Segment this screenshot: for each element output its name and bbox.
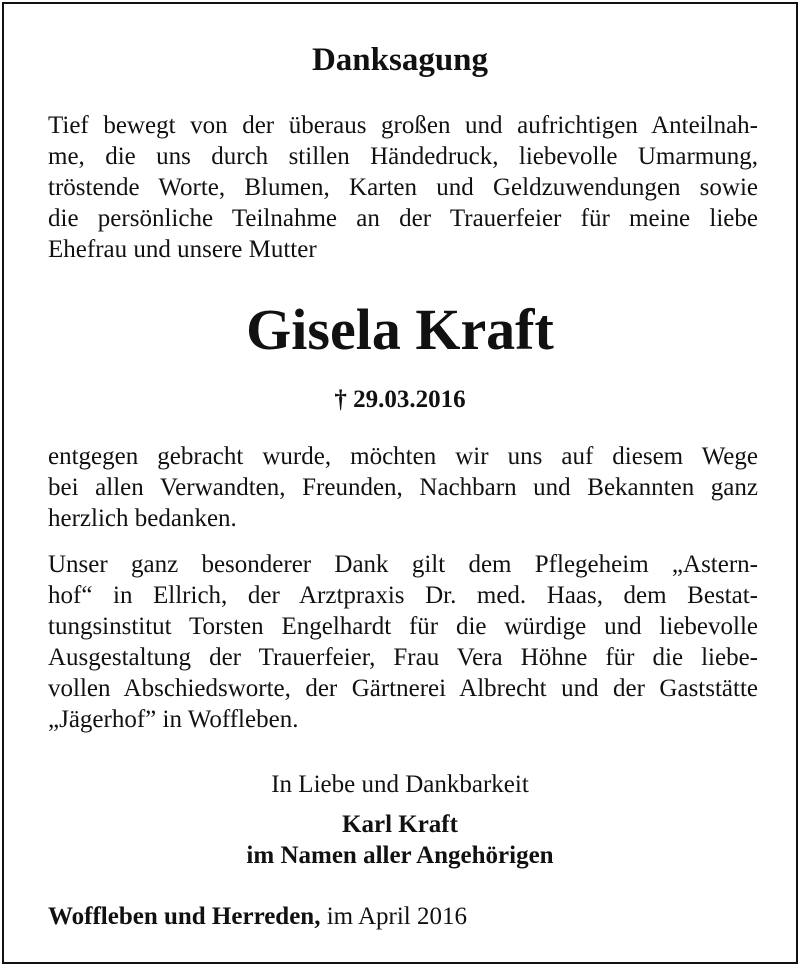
special-line: „Jägerhof” in Woffleben. xyxy=(48,706,299,733)
intro-paragraph xyxy=(48,110,758,265)
notice-date: im April 2016 xyxy=(320,903,468,930)
intro-line: Tief bewegt von der überaus großen und aufrichtigen Anteilnah- xyxy=(48,112,758,139)
death-date: † 29.03.2016 xyxy=(334,386,466,413)
signature-name: Karl Kraft xyxy=(342,811,458,838)
thanks-line: bei allen Verwandten, Freunden, Nachbarn und Bekannten ganz xyxy=(48,474,758,501)
place-names: Woffleben und Herreden, xyxy=(48,903,321,930)
intro-line: me, die uns durch stillen Händedruck, liebevolle Umarmung, xyxy=(48,143,758,170)
thanks-line: herzlich bedanken. xyxy=(48,505,237,532)
special-line: tungsinstitut Torsten Engelhardt für die würdige und liebevolle xyxy=(48,613,758,640)
deceased-name: Gisela Kraft xyxy=(246,297,554,362)
intro-line: tröstende Worte, Blumen, Karten und Geldzuwendungen sowie xyxy=(48,174,758,201)
notice-title: Danksagung xyxy=(311,42,489,78)
thanks-paragraph xyxy=(48,441,758,534)
special-line: Ausgestaltung der Trauerfeier, Frau Vera Höhne für die liebe- xyxy=(48,644,758,671)
special-line: vollen Abschiedsworte, der Gärtnerei Albrecht und der Gaststätte xyxy=(48,675,758,702)
signature-family: im Namen aller Angehörigen xyxy=(246,842,554,869)
intro-line: Ehefrau und unsere Mutter xyxy=(48,236,317,263)
intro-line: die persönliche Teilnahme an der Trauerfeier für meine liebe xyxy=(48,205,758,232)
special-line: hof“ in Ellrich, der Arztpraxis Dr. med. Haas, dem Bestat- xyxy=(48,582,758,609)
special-thanks-paragraph xyxy=(48,549,758,735)
place-and-date xyxy=(48,901,467,933)
obituary-notice xyxy=(2,2,798,964)
closing-phrase: In Liebe und Dankbarkeit xyxy=(271,771,529,798)
special-line: Unser ganz besonderer Dank gilt dem Pflegeheim „Astern- xyxy=(48,551,758,578)
thanks-line: entgegen gebracht wurde, möchten wir uns auf diesem Wege xyxy=(48,443,758,470)
